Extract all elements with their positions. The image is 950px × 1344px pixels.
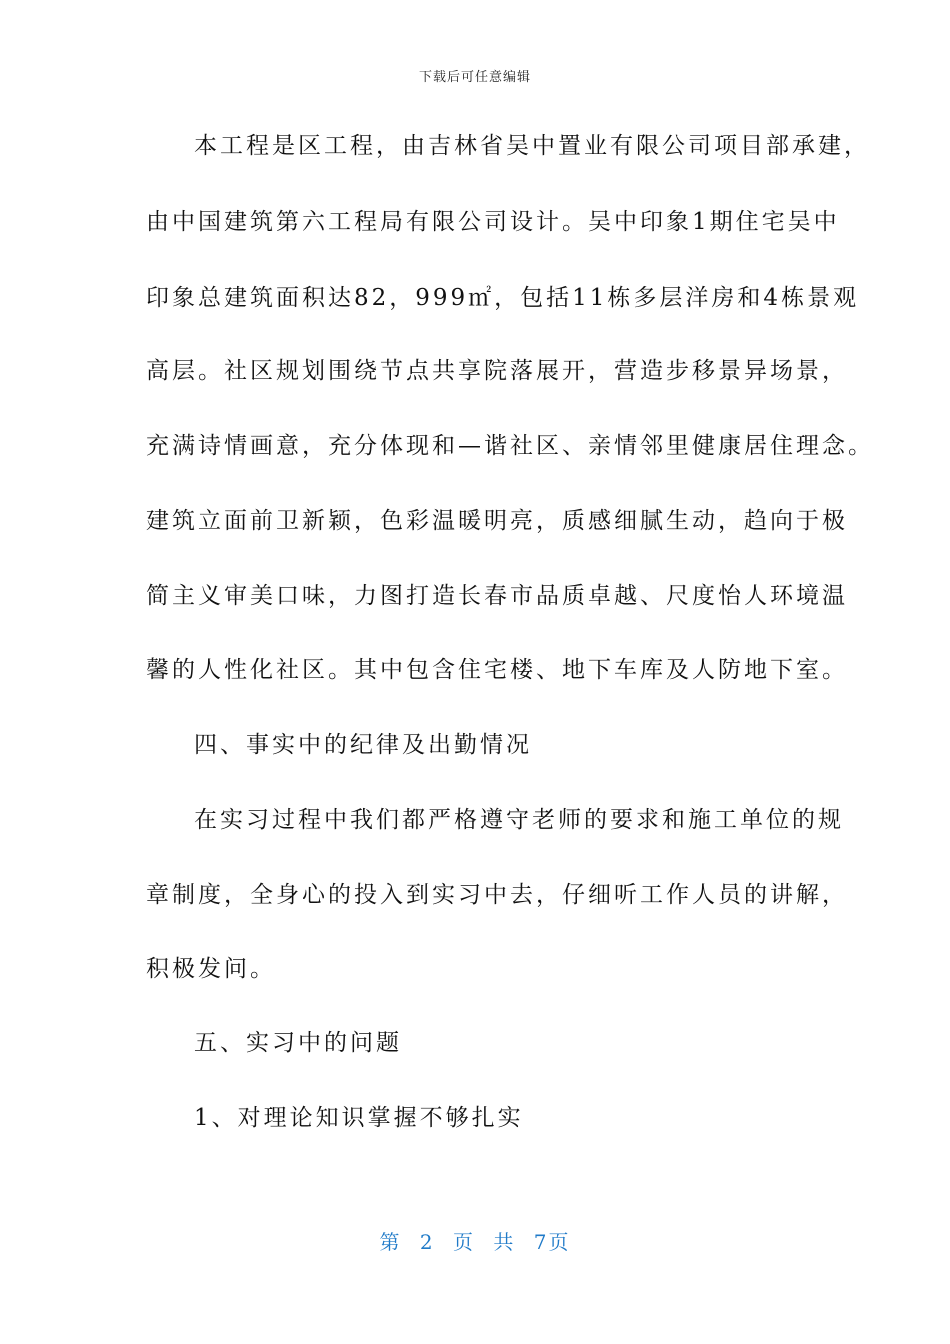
page-unit: 页 <box>453 1230 475 1254</box>
paragraph-line: 建筑立面前卫新颖，色彩温暖明亮，质感细腻生动，趋向于极 <box>146 508 848 534</box>
page-label: 第 <box>379 1230 402 1254</box>
paragraph-line: 本工程是区工程，由吉林省吴中置业有限公司项目部承建， <box>194 133 870 159</box>
paragraph-line: 在实习过程中我们都严格遵守老师的要求和施工单位的规 <box>194 807 844 833</box>
paragraph-line: 章制度，全身心的投入到实习中去，仔细听工作人员的讲解， <box>146 882 848 908</box>
paragraph-line: 高层。社区规划围绕节点共享院落展开，营造步移景异场景， <box>146 358 848 384</box>
paragraph-line: 由中国建筑第六工程局有限公司设计。吴中印象1期住宅吴中 <box>146 209 840 235</box>
section-heading: 四、事实中的纪律及出勤情况 <box>194 732 532 758</box>
paragraph-line: 简主义审美口味，力图打造长春市品质卓越、尺度怡人环境温 <box>146 583 848 609</box>
paragraph-line: 充满诗情画意，充分体现和—谐社区、亲情邻里健康居住理念。 <box>146 433 874 459</box>
total-label: 共 <box>493 1230 516 1254</box>
paragraph-line: 积极发问。 <box>146 956 276 982</box>
section-heading: 五、实习中的问题 <box>194 1030 402 1056</box>
paragraph-line: 印象总建筑面积达82，999㎡，包括11栋多层洋房和4栋景观 <box>146 285 860 311</box>
subsection-heading: 1、对理论知识掌握不够扎实 <box>194 1105 524 1131</box>
page-header: 下载后可任意编辑 <box>418 70 531 85</box>
paragraph-line: 馨的人性化社区。其中包含住宅楼、地下车库及人防地下室。 <box>146 657 848 683</box>
page-footer <box>0 1226 950 1255</box>
current-page-number: 2 <box>419 1230 435 1254</box>
total-pages: 7页 <box>533 1230 571 1254</box>
